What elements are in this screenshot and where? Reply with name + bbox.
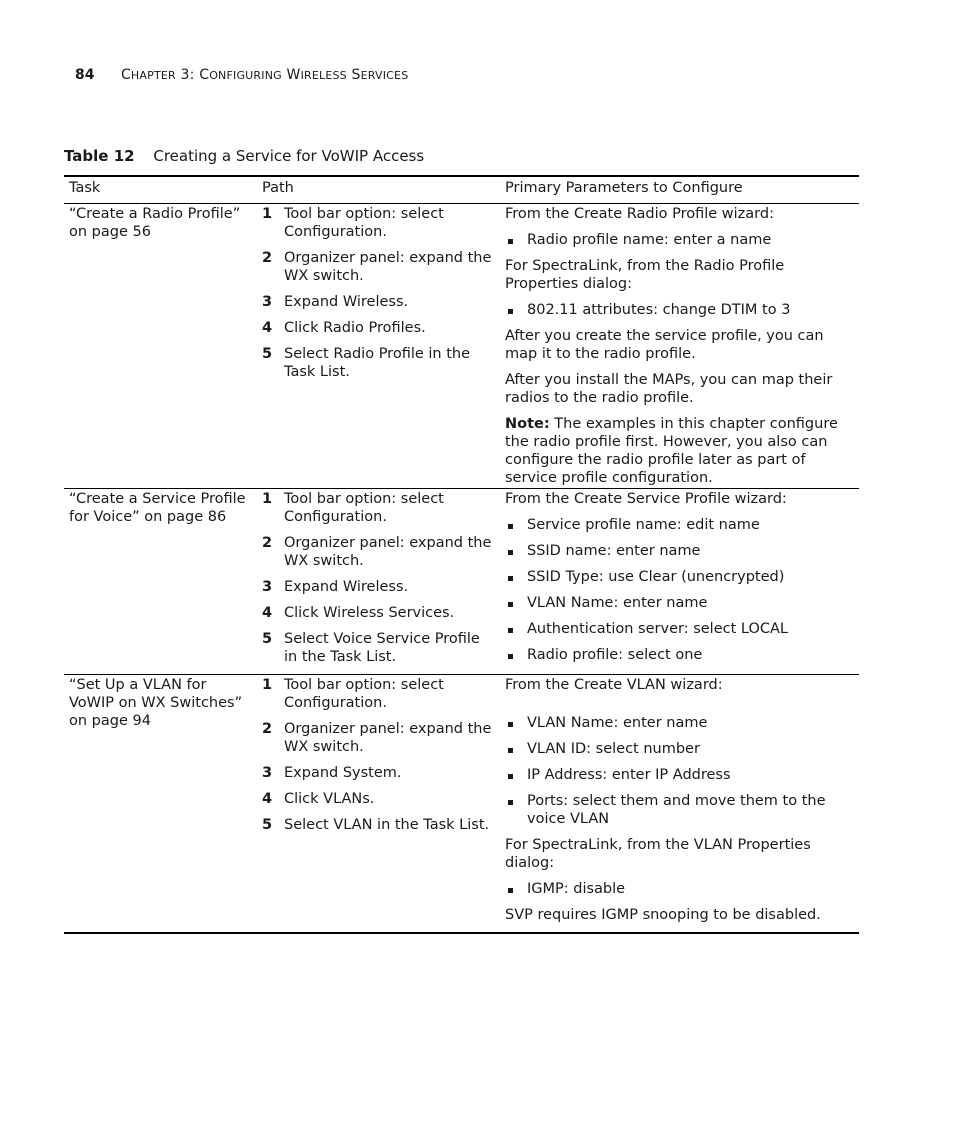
note <box>505 415 853 487</box>
param-bullets <box>505 880 853 898</box>
path-cell <box>257 489 500 675</box>
param-text: From the Create Service Profile wizard: <box>505 491 787 507</box>
bullet-item: Authentication server: select LOCAL <box>505 620 853 638</box>
bullet-item: VLAN Name: enter name <box>505 594 853 612</box>
step-item: 2 Organizer panel: expand the WX switch. <box>262 250 492 284</box>
table-header-row <box>64 176 859 204</box>
bullet-item: Radio profile name: enter a name <box>505 231 853 249</box>
step-item: 3 Expand Wireless. <box>262 579 409 595</box>
service-table <box>64 175 859 934</box>
param-text: From the Create Radio Profile wizard: <box>505 206 774 222</box>
step-item: 1 Tool bar option: select Configuration. <box>262 491 444 525</box>
table-row <box>64 675 859 934</box>
param-bullets <box>505 714 853 828</box>
step-list <box>262 676 494 834</box>
column-header-task: Task <box>64 176 257 204</box>
column-header-parameters: Primary Parameters to Configure <box>500 176 859 204</box>
table-row <box>64 489 859 675</box>
param-bullets <box>505 516 853 664</box>
bullet-square-icon <box>505 620 527 638</box>
param-text: After you create the service profile, you can map it to the radio profile. <box>505 328 824 362</box>
bullet-item: IP Address: enter IP Address <box>505 766 853 784</box>
param-text: SVP requires IGMP snooping to be disabled. <box>505 907 821 923</box>
bullet-item: SSID Type: use Clear (unencrypted) <box>505 568 853 586</box>
bullet-square-icon <box>505 542 527 560</box>
page-number: 84 <box>75 67 95 83</box>
path-cell <box>257 204 500 489</box>
step-item: 3 Expand System. <box>262 765 402 781</box>
param-bullets <box>505 301 853 319</box>
step-item: 1 Tool bar option: select Configuration. <box>262 206 444 240</box>
table-caption <box>64 147 424 165</box>
bullet-square-icon <box>505 516 527 534</box>
running-header <box>75 67 408 83</box>
bullet-square-icon <box>505 714 527 732</box>
param-text: After you install the MAPs, you can map their radios to the radio profile. <box>505 372 833 406</box>
step-item: 4 Click Wireless Services. <box>262 605 455 621</box>
step-item: 5 Select VLAN in the Task List. <box>262 817 490 833</box>
task-cell: “Set Up a VLAN for VoWIP on WX Switches” on page 94 <box>64 675 257 934</box>
step-item: 2 Organizer panel: expand the WX switch. <box>262 535 492 569</box>
step-item: 2 Organizer panel: expand the WX switch. <box>262 721 492 755</box>
table-row <box>64 204 859 489</box>
task-cell: “Create a Service Profile for Voice” on page 86 <box>64 489 257 675</box>
parameters-cell <box>500 204 859 489</box>
bullet-square-icon <box>505 740 527 758</box>
table-number: Table 12 <box>64 147 135 165</box>
step-item: 5 Select Voice Service Profile in the Task List. <box>262 631 480 665</box>
task-cell: “Create a Radio Profile” on page 56 <box>64 204 257 489</box>
table-title: Creating a Service for VoWIP Access <box>153 147 425 165</box>
param-text: For SpectraLink, from the VLAN Properties dialog: <box>505 837 811 871</box>
bullet-square-icon <box>505 301 527 319</box>
parameters-cell <box>500 489 859 675</box>
step-item: 4 Click VLANs. <box>262 791 375 807</box>
bullet-item: 802.11 attributes: change DTIM to 3 <box>505 301 853 319</box>
bullet-item: Service profile name: edit name <box>505 516 853 534</box>
note-text: The examples in this chapter configure the radio profile first. However, you also can configure the radio profile later as part of service profile configuration. <box>505 416 838 486</box>
bullet-square-icon <box>505 646 527 664</box>
bullet-square-icon <box>505 792 527 828</box>
bullet-item: VLAN ID: select number <box>505 740 853 758</box>
bullet-item: IGMP: disable <box>505 880 853 898</box>
step-item: 4 Click Radio Profiles. <box>262 320 426 336</box>
note-label: Note: <box>505 416 550 432</box>
bullet-item: VLAN Name: enter name <box>505 714 853 732</box>
path-cell <box>257 675 500 934</box>
step-list <box>262 205 494 381</box>
bullet-square-icon <box>505 568 527 586</box>
bullet-item: Radio profile: select one <box>505 646 853 664</box>
step-item: 1 Tool bar option: select Configuration. <box>262 677 444 711</box>
parameters-cell <box>500 675 859 934</box>
bullet-square-icon <box>505 594 527 612</box>
bullet-item: SSID name: enter name <box>505 542 853 560</box>
step-list <box>262 490 494 666</box>
bullet-item: Ports: select them and move them to the voice VLAN <box>505 792 853 828</box>
step-item: 3 Expand Wireless. <box>262 294 409 310</box>
param-bullets <box>505 231 853 249</box>
param-text: From the Create VLAN wizard: <box>505 677 723 693</box>
bullet-square-icon <box>505 231 527 249</box>
bullet-square-icon <box>505 880 527 898</box>
chapter-title: CHAPTER 3: CONFIGURING WIRELESS SERVICES <box>120 67 409 83</box>
column-header-path: Path <box>257 176 500 204</box>
param-text: For SpectraLink, from the Radio Profile Properties dialog: <box>505 258 785 292</box>
bullet-square-icon <box>505 766 527 784</box>
step-item: 5 Select Radio Profile in the Task List. <box>262 346 471 380</box>
